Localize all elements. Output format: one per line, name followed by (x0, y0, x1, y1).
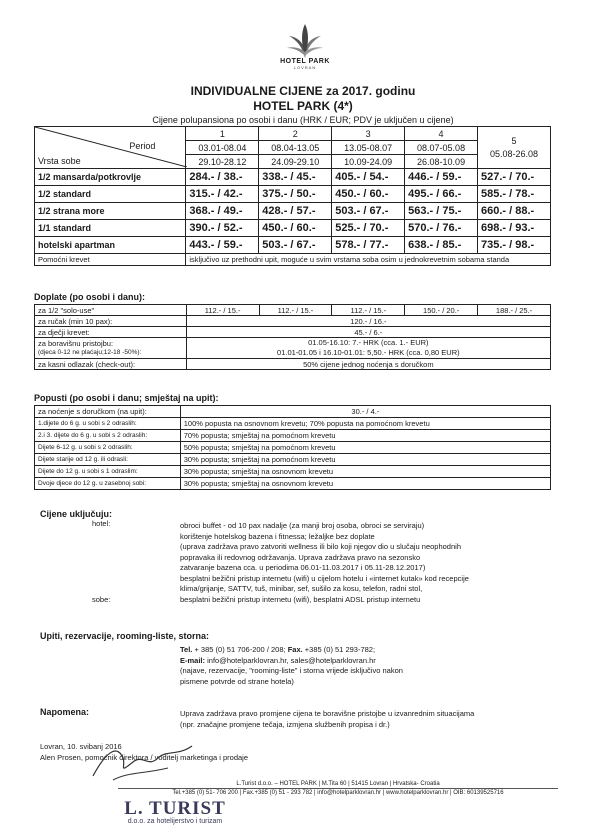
room-type: 1/2 mansarda/potkrovlje (35, 169, 186, 186)
fax-value: +385 (0) 51 293-782; (304, 645, 376, 654)
price-cell: 446.- / 59.- (405, 169, 478, 186)
price-cell: 428.- / 57.- (259, 203, 332, 220)
hotel-logo (275, 22, 335, 80)
include-line: zatvaranje bazena cca. u periodima 06.01-11.03.2017 i 05.11-28.12.2017) (180, 563, 426, 572)
surcharge-value: 188.- / 25.- (478, 305, 551, 316)
include-line: besplatni bežični pristup internetu (wifi) u cijelom hotelu i «internet kutak» kod recepcije (180, 573, 469, 583)
doc-title: INDIVIDUALNE CIJENE za 2017. godinu (190, 84, 416, 98)
room-type: 1/2 standard (35, 186, 186, 203)
table-row (35, 454, 551, 466)
discount-label: 2.i 3. dijete do 6 g. u sobi s 2 odraslih: (35, 430, 181, 442)
inquiries-heading: Upiti, rezervacije, rooming-liste, storna: (40, 631, 210, 641)
surcharge-value: 112.- / 15.- (186, 305, 259, 316)
price-cell: 525.- / 70.- (332, 220, 405, 237)
include-line: obroci buffet - od 10 pax nadalje (za manji broj osoba, obroci se serviraju) (180, 521, 425, 530)
email-value: info@hotelparklovran.hr, sales@hotelparklovran.hr (207, 655, 376, 665)
contact-note: pismene potvrde od strane hotela) (180, 676, 294, 686)
price-cell: 450.- / 60.- (259, 220, 332, 237)
stamp-name: L. TURIST (124, 798, 226, 819)
table-row (35, 220, 551, 237)
note-heading: Napomena: (40, 707, 90, 717)
surcharge-label: za kasni odlazak (check-out): (35, 359, 187, 370)
doplate-heading: Doplate (po osobi i danu): (34, 292, 145, 302)
discount-value: 30% popusta; smještaj na pomoćnom krevetu (180, 454, 550, 466)
footer-contacts: Tel.+385 (0) 51- 706 200 | Fax.+385 (0) 51 - 293 782 | info@hotelparklovran.hr | www.hotelparklovran.hr | OIB: 60139525716 (118, 788, 558, 797)
tel-label: Tel. (180, 645, 193, 654)
discount-table (34, 405, 551, 490)
email-label: E-mail: (180, 655, 206, 665)
tel-value: + 385 (0) 51 706-200 / 208; (194, 645, 286, 654)
discount-value: 100% popusta na osnovnom krevetu; 70% popusta na pomoćnom krevetu (180, 418, 550, 430)
fax-label: Fax. (287, 645, 303, 654)
note-body (180, 709, 474, 730)
table-row (35, 327, 551, 338)
table-row (35, 186, 551, 203)
room-type: 1/2 strana more (35, 203, 186, 220)
price-table (34, 126, 551, 266)
include-line: popravaka ili redovnog održavanja. Uprava zadržava pravo na sezonsko (180, 552, 421, 562)
price-cell: 495.- / 66.- (405, 186, 478, 203)
discount-value: 50% popusta; smještaj na pomoćnom krevetu (180, 442, 550, 454)
surcharge-value (186, 338, 550, 359)
handwritten-signature (88, 738, 198, 784)
table-row (35, 237, 551, 254)
include-line: klima/grijanje, SATTV, tuš, minibar, sef, sušilo za kosu, telefon, radni stol, (180, 584, 423, 593)
period-to: 24.09-29.10 (259, 155, 332, 169)
price-cell: 660.- / 88.- (478, 203, 551, 220)
period-from: 08.04-13.05 (259, 141, 332, 155)
rooms-label: sobe: (92, 595, 111, 604)
period-num: 2 (259, 127, 332, 141)
extra-bed-label: Pomoćni krevet (35, 254, 186, 266)
period-header-cell (35, 127, 186, 169)
tax-value: 01.05-16.10: 7.- HRK (cca. 1.- EUR) (308, 338, 429, 347)
surcharge-label: za dječji krevet: (35, 327, 187, 338)
price-cell: 338.- / 45.- (259, 169, 332, 186)
price-cell: 563.- / 75.- (405, 203, 478, 220)
surcharge-value: 112.- / 15.- (332, 305, 405, 316)
price-cell: 443.- / 59.- (186, 237, 259, 254)
table-row (35, 316, 551, 327)
discount-value: 30% popusta; smještaj na osnovnom krevetu (180, 466, 550, 478)
hotel-includes (180, 521, 469, 605)
table-row (35, 305, 551, 316)
company-stamp (85, 798, 265, 825)
price-subtitle: Cijene polupansiona po osobi i danu (HRK / EUR; PDV je uključen u cijene) (152, 115, 454, 125)
period-cell-5 (478, 127, 551, 169)
price-cell: 527.- / 70.- (478, 169, 551, 186)
price-cell: 578.- / 77.- (332, 237, 405, 254)
discount-label: Dijete starije od 12 g. ili odrasli: (35, 454, 181, 466)
period-from: 05.08-26.08 (489, 149, 539, 159)
stamp-sub: d.o.o. za hotelijerstvo i turizam (127, 818, 223, 825)
surcharge-value: 150.- / 20.- (405, 305, 478, 316)
discount-label: 1.dijete do 6 g. u sobi s 2 odraslih: (35, 418, 181, 430)
contact-phone-line (180, 645, 403, 656)
price-cell: 503.- / 67.- (332, 203, 405, 220)
period-to: 29.10-28.12 (186, 155, 259, 169)
price-cell: 375.- / 50.- (259, 186, 332, 203)
price-cell: 450.- / 60.- (332, 186, 405, 203)
extra-bed-row (35, 254, 551, 266)
price-cell: 284.- / 38.- (186, 169, 259, 186)
period-number-row (35, 127, 551, 141)
includes-heading: Cijene uključuju: (40, 509, 113, 519)
surcharge-table (34, 304, 551, 370)
surcharge-value: 50% cijene jednog noćenja s doručkom (186, 359, 550, 370)
surcharge-label (35, 338, 187, 359)
price-cell: 390.- / 52.- (186, 220, 259, 237)
surcharge-label: za ručak (min 10 pax): (35, 316, 187, 327)
contact-note: (najave, rezervacije, "rooming-liste" i storna vrijede isključivo nakon (180, 666, 403, 675)
price-cell: 698.- / 93.- (478, 220, 551, 237)
logo-name: HOTEL PARK (280, 58, 330, 65)
discount-label: za noćenje s doručkom (na upit): (35, 406, 181, 418)
price-cell: 405.- / 54.- (332, 169, 405, 186)
period-num: 4 (405, 127, 478, 141)
discount-value: 70% popusta; smještaj na pomoćnom krevetu (180, 430, 550, 442)
price-cell: 315.- / 42.- (186, 186, 259, 203)
table-row (35, 418, 551, 430)
hotel-label: hotel: (92, 519, 111, 528)
table-row (35, 203, 551, 220)
leaf-logo-icon (285, 22, 325, 60)
period-num: 1 (186, 127, 259, 141)
discount-value: 30.- / 4.- (180, 406, 550, 418)
table-row (35, 359, 551, 370)
footer-address: L.Turist d.o.o. – HOTEL PARK | M.Tita 60 | 51415 Lovran | Hrvatska- Croatia (236, 781, 440, 787)
room-type: hotelski apartman (35, 237, 186, 254)
period-from: 03.01-08.04 (186, 141, 259, 155)
hotel-title: HOTEL PARK (4*) (253, 99, 353, 113)
table-row (35, 169, 551, 186)
include-line: besplatni bežični pristup internetu (wifi), besplatni ADSL pristup internetu (180, 594, 421, 604)
price-cell: 735.- / 98.- (478, 237, 551, 254)
discount-value: 30% popusta; smještaj na osnovnom krevetu (180, 478, 550, 490)
room-type-label: Vrsta sobe (38, 156, 81, 166)
table-row (35, 406, 551, 418)
extra-bed-text: isključivo uz prethodni upit, moguće u svim vrstama soba osim u jednokrevetnim sobama standa (186, 254, 551, 266)
price-cell: 368.- / 49.- (186, 203, 259, 220)
logo-sub: LOVRAN (293, 65, 317, 70)
discount-label: Dvoje djece do 12 g. u zasebnoj sobi: (35, 478, 181, 490)
surcharge-value: 112.- / 15.- (259, 305, 332, 316)
surcharge-value: 45.- / 6.- (186, 327, 550, 338)
footer (118, 780, 558, 797)
price-cell: 585.- / 78.- (478, 186, 551, 203)
table-row (35, 430, 551, 442)
discount-label: Dijete do 12 g. u sobi s 1 odraslim: (35, 466, 181, 478)
room-type: 1/1 standard (35, 220, 186, 237)
price-cell: 503.- / 67.- (259, 237, 332, 254)
contact-email-line (180, 656, 403, 667)
period-num: 5 (511, 136, 517, 146)
include-line: korištenje hotelskog bazena i fitnessa; ležaljke bez doplate (180, 531, 375, 541)
surcharge-label: za 1/2 "solo-use" (35, 305, 187, 316)
tax-label-note: (djeca 0-12 ne plaćaju;12-18 -50%): (38, 349, 142, 356)
note-line: Uprava zadržava pravo promjene cijena te boravišne pristojbe u izvanrednim situacijama (180, 709, 475, 718)
tax-label: za boravišnu pristojbu: (38, 339, 114, 348)
table-row (35, 466, 551, 478)
period-from: 08.07-05.08 (405, 141, 478, 155)
discount-label: Dijete 6-12 g. u sobi s 2 odraslih: (35, 442, 181, 454)
author: Alen Prosen, pomoćnik direktora / voditelj marketinga i prodaje (40, 752, 249, 762)
period-num: 3 (332, 127, 405, 141)
period-from: 13.05-08.07 (332, 141, 405, 155)
place-date: Lovran, 10. svibanj 2016 (40, 742, 122, 751)
note-line: (npr. značajne promjene tečaja, izmjena službenih propisa i dr.) (180, 719, 390, 729)
include-line: (uprava zadržava pravo zatvoriti wellness ili bilo koji njegov dio u slučaju neophodnih (180, 542, 461, 551)
period-to: 10.09-24.09 (332, 155, 405, 169)
table-row (35, 442, 551, 454)
popusti-heading: Popusti (po osobi i danu; smještaj na upit): (34, 393, 219, 403)
price-cell: 638.- / 85.- (405, 237, 478, 254)
surcharge-value: 120.- / 16.- (186, 316, 550, 327)
period-to: 26.08-10.09 (405, 155, 478, 169)
tax-value: 01.01-01.05 i 16.10-01.01: 5,50.- HRK (cca. 0,80 EUR) (277, 348, 460, 357)
period-label: Period (129, 141, 156, 151)
table-row (35, 338, 551, 359)
table-row (35, 478, 551, 490)
price-cell: 570.- / 76.- (405, 220, 478, 237)
contact-block (180, 645, 403, 687)
